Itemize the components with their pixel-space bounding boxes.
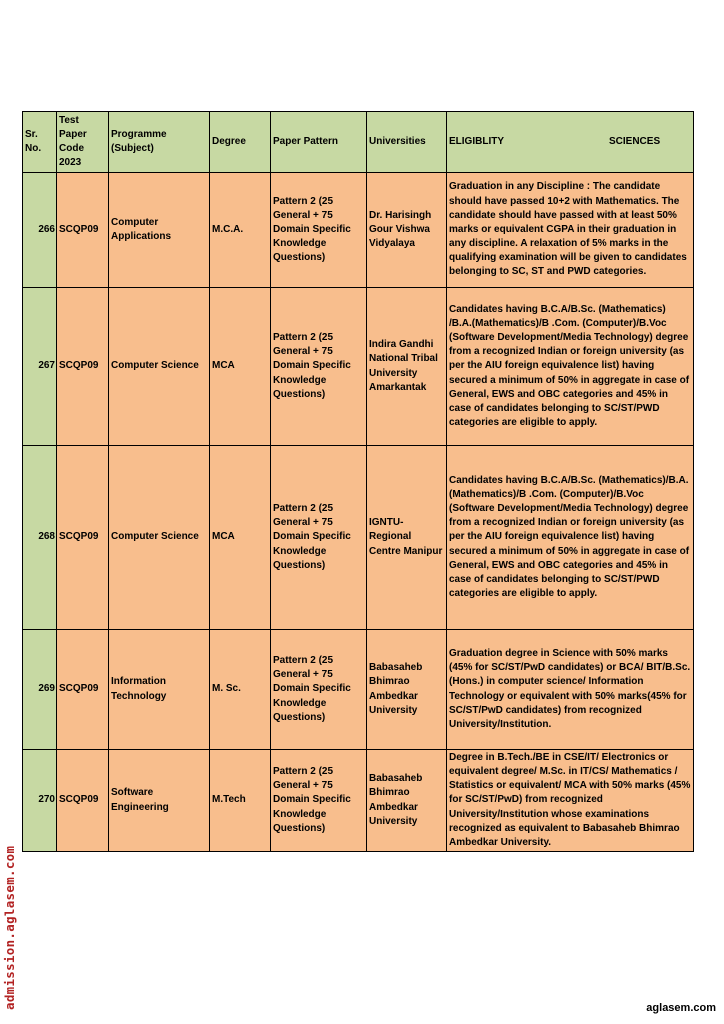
row-programme: Computer Science: [109, 446, 210, 630]
row-degree: M.Tech: [210, 750, 271, 852]
row-paper-pattern: Pattern 2 (25 General + 75 Domain Specific Knowledge Questions): [271, 630, 367, 750]
row-programme: Information Technology: [109, 630, 210, 750]
col-header-sr-no: Sr. No.: [23, 112, 57, 173]
row-programme: Software Engineering: [109, 750, 210, 852]
row-paper-pattern: Pattern 2 (25 General + 75 Domain Specific Knowledge Questions): [271, 750, 367, 852]
row-paper-pattern: Pattern 2 (25 General + 75 Domain Specific Knowledge Questions): [271, 288, 367, 446]
row-paper-pattern: Pattern 2 (25 General + 75 Domain Specific Knowledge Questions): [271, 446, 367, 630]
table-row: [23, 630, 694, 750]
row-sr-no: 266: [23, 173, 57, 288]
col-header-programme: Programme (Subject): [109, 112, 210, 173]
eligibility-table: [22, 111, 694, 852]
row-degree: M.C.A.: [210, 173, 271, 288]
col-header-test-code: Test Paper Code 2023: [57, 112, 109, 173]
row-eligibility: [447, 750, 694, 852]
row-degree: MCA: [210, 288, 271, 446]
table-row: [23, 173, 694, 288]
col-header-universities: Universities: [367, 112, 447, 173]
row-test-code: SCQP09: [57, 750, 109, 852]
col-header-paper-pattern: Paper Pattern: [271, 112, 367, 173]
eligibility-text: Degree in B.Tech./BE in CSE/IT/ Electronics or equivalent degree/ M.Sc. in IT/CS/ Mathematics / Statistics or equivalent/ MCA with 50% marks (45% for SC/ST/PwD) from recognized University/Institution whose examinations recognized as equivalent to Babasaheb Bhimrao Ambedkar University.: [449, 751, 691, 848]
row-test-code: SCQP09: [57, 288, 109, 446]
row-eligibility: [447, 288, 694, 446]
row-programme: Computer Applications: [109, 173, 210, 288]
row-university: Dr. Harisingh Gour Vishwa Vidyalaya: [367, 173, 447, 288]
table-row: [23, 750, 694, 852]
row-sr-no: 269: [23, 630, 57, 750]
row-degree: MCA: [210, 446, 271, 630]
row-sr-no: 270: [23, 750, 57, 852]
row-paper-pattern: Pattern 2 (25 General + 75 Domain Specific Knowledge Questions): [271, 173, 367, 288]
row-university: Indira Gandhi National Tribal University Amarkantak: [367, 288, 447, 446]
row-eligibility: [447, 446, 694, 630]
row-degree: M. Sc.: [210, 630, 271, 750]
section-label: SCIENCES: [609, 135, 661, 147]
side-watermark: admission.aglasem.com: [2, 845, 17, 1010]
row-university: Babasaheb Bhimrao Ambedkar University: [367, 750, 447, 852]
row-university: Babasaheb Bhimrao Ambedkar University: [367, 630, 447, 750]
row-sr-no: 268: [23, 446, 57, 630]
row-eligibility: [447, 630, 694, 750]
row-test-code: SCQP09: [57, 630, 109, 750]
row-programme: Computer Science: [109, 288, 210, 446]
eligibility-label: ELIGIBLITY: [449, 135, 504, 147]
row-test-code: SCQP09: [57, 446, 109, 630]
table-row: [23, 288, 694, 446]
row-sr-no: 267: [23, 288, 57, 446]
header-row: [23, 112, 694, 173]
col-header-degree: Degree: [210, 112, 271, 173]
eligibility-text: Graduation in any Discipline : The candidate should have passed 10+2 with Mathematics. The candidate should have passed with at least 50% marks or equivalent CGPA in their graduation in any discipline. A relaxation of 5% marks in the qualifying examination will be given to candidates belonging to SC, ST and PWD categories.: [449, 181, 687, 278]
eligibility-text: Graduation degree in Science with 50% marks (45% for SC/ST/PwD candidates) or BCA/ BIT/B.Sc. (Hons.) in computer science/ Information Technology or equivalent with 50% marks(45% for SC/ST/PwD candidates) from recognized University/Institution.: [449, 647, 691, 730]
col-header-eligibility: [447, 112, 694, 173]
footer-brand: aglasem.com: [646, 1002, 716, 1014]
table-row: [23, 446, 694, 630]
eligibility-text: Candidates having B.C.A/B.Sc. (Mathematics) /B.A.(Mathematics)/B .Com. (Computer)/B.Voc (Software Development/Media Technology) degree from a recognized Indian or foreign university (as per the AIU foreign equivalence list) having secured a minimum of 50% in aggregate in case of General, EWS and OBC categories and 45% in case of candidates belonging to SC/ST/PWD categories are eligible to apply.: [449, 303, 690, 429]
row-university: IGNTU- Regional Centre Manipur: [367, 446, 447, 630]
row-eligibility: [447, 173, 694, 288]
eligibility-text: Candidates having B.C.A/B.Sc. (Mathematics)/B.A.(Mathematics)/B .Com. (Computer)/B.Voc (Software Development/Media Technology) degree from a recognized Indian or foreign university (as per the AIU foreign equivalence list) having secured a minimum of 50% in aggregate in case of General, EWS and OBC categories and 45% in case of candidates belonging to SC/ST/PWD categories are eligible to apply.: [449, 474, 690, 600]
row-test-code: SCQP09: [57, 173, 109, 288]
